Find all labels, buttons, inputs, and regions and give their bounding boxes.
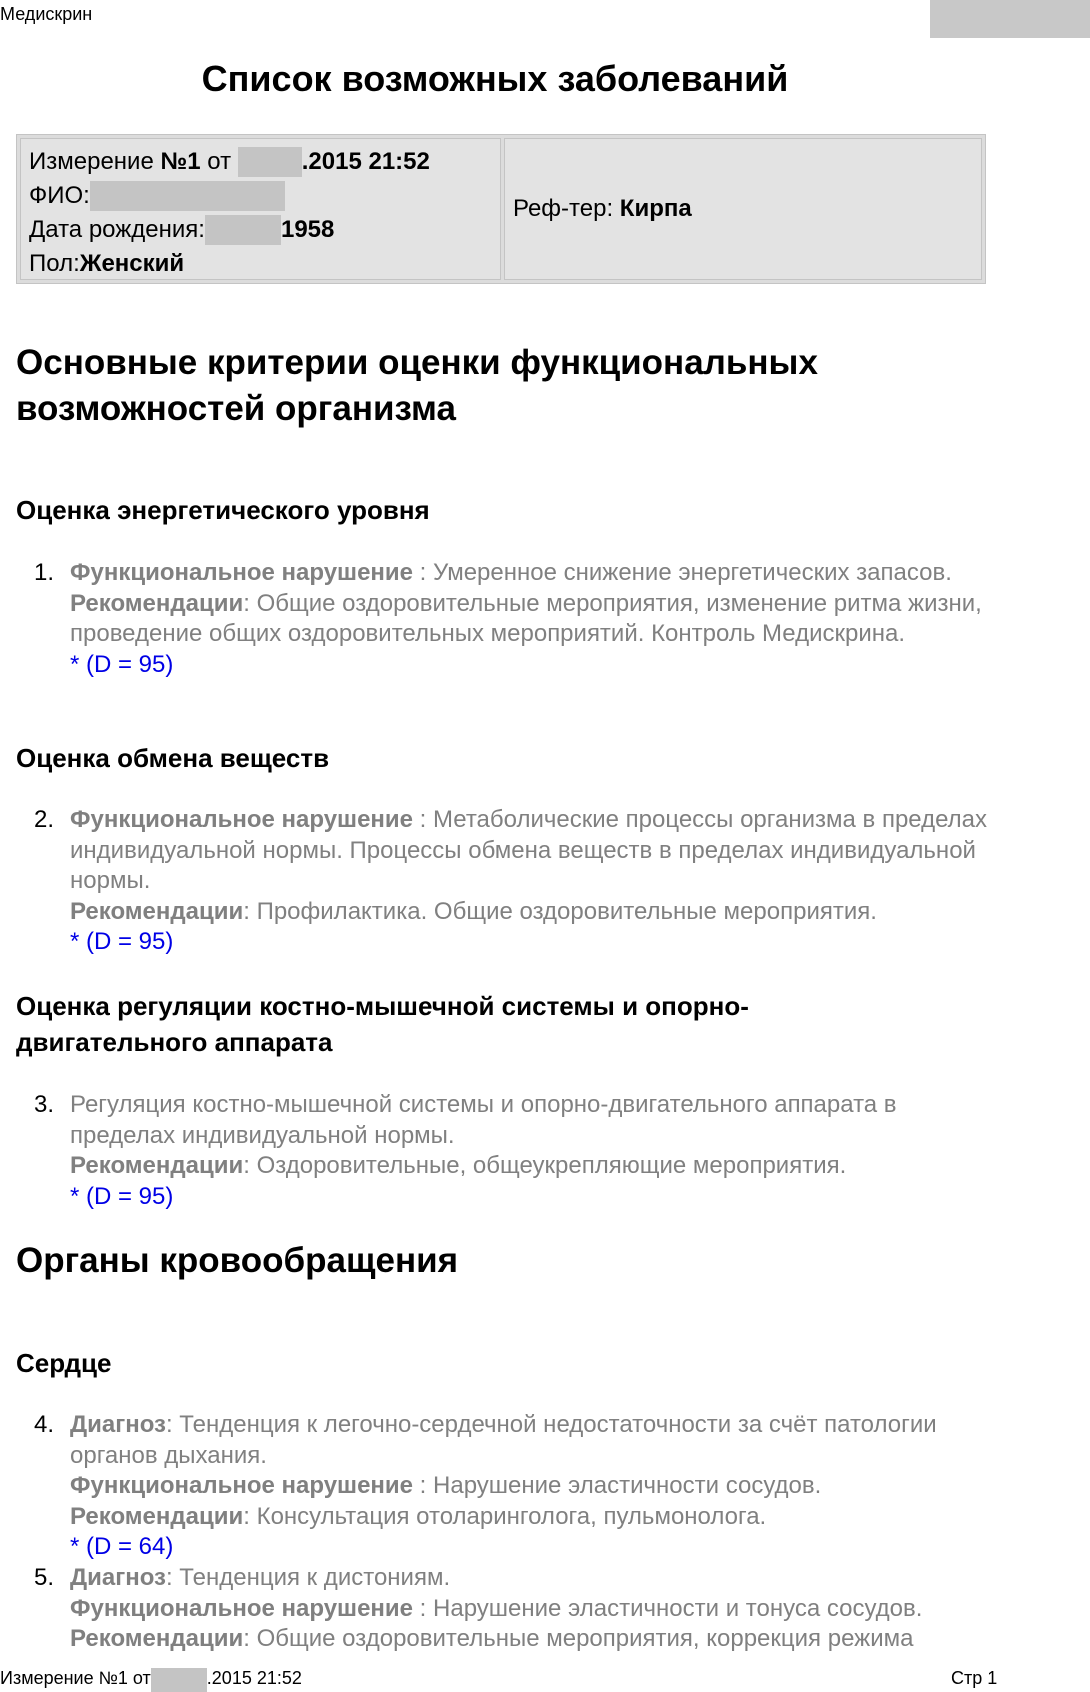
diag-label: Диагноз — [70, 1411, 166, 1438]
patient-info-right — [504, 138, 982, 280]
rec-label: Рекомендации — [70, 1152, 244, 1179]
rec-text: : Общие оздоровительные мероприятия, изменение ритма жизни, проведение общих оздоровительных мероприятий. Контроль Медискрина. — [70, 589, 982, 647]
item-number: 2. — [34, 806, 55, 833]
section-circulation: Органы кровообращения — [16, 1241, 459, 1280]
rec-label: Рекомендации — [70, 589, 244, 617]
rec-text: : Оздоровительные, общеукрепляющие мероприятия. — [243, 1152, 847, 1179]
section-heart: Сердце — [16, 1348, 112, 1378]
rec-label: Рекомендации — [70, 1625, 244, 1652]
page-number: Стр 1 — [951, 1668, 998, 1688]
referrer-label: Реф-тер: — [513, 195, 620, 222]
rec-text: : Консультация отоларинголога, пульмонолога. — [243, 1502, 767, 1530]
func-text: : Нарушение эластичности сосудов. — [413, 1472, 822, 1499]
item-text: Регуляция костно-мышечной системы и опорно-двигательного аппарата в пределах индивидуальной нормы. — [70, 1091, 897, 1149]
measurement-from: от — [200, 148, 238, 175]
footer-measurement-date: .2015 21:52 — [206, 1668, 302, 1688]
item-number: 1. — [34, 559, 55, 586]
func-text: : Умеренное снижение энергетических запасов. — [413, 559, 952, 586]
referrer-value: Кирпа — [619, 195, 692, 222]
diag-text: : Тенденция к дистониям. — [165, 1564, 451, 1591]
section-energy: Оценка энергетического уровня — [16, 495, 430, 525]
func-text: : Нарушение эластичности и тонуса сосудов. — [413, 1594, 923, 1622]
fio-label: ФИО: — [29, 182, 90, 209]
referrer-line — [513, 194, 692, 224]
birth-year: 1958 — [280, 216, 335, 243]
d-value: * (D = 95) — [70, 928, 174, 955]
footer-measurement — [0, 1668, 302, 1692]
birth-line — [29, 215, 334, 245]
gender-line — [29, 249, 184, 279]
patient-info-left — [20, 138, 501, 280]
item-number: 5. — [34, 1564, 55, 1591]
birth-label: Дата рождения: — [29, 216, 205, 243]
patient-info-table — [16, 134, 986, 284]
section-main-criteria: Основные критерии оценки функциональных возможностей организма — [16, 343, 818, 428]
diag-label: Диагноз — [70, 1564, 166, 1591]
redacted-birth-date — [205, 215, 281, 245]
diag-text: : Тенденция к легочно-сердечной недостаточности за счёт патологии органов дыхания. — [70, 1411, 937, 1469]
item-number: 4. — [34, 1411, 55, 1438]
redacted-fio — [90, 181, 285, 211]
app-name: Медискрин — [0, 4, 93, 24]
d-value: * (D = 95) — [70, 650, 174, 678]
item-number: 3. — [34, 1091, 55, 1118]
func-label: Функциональное нарушение — [70, 1472, 414, 1499]
rec-text: : Общие оздоровительные мероприятия, коррекция режима — [243, 1625, 914, 1652]
measurement-date: .2015 21:52 — [301, 148, 430, 175]
measurement-label: Измерение — [29, 148, 161, 175]
rec-label: Рекомендации — [70, 1502, 244, 1530]
func-text: : Метаболические процессы организма в пределах индивидуальной нормы. Процессы обмена веществ в пределах индивидуальной нормы. — [70, 806, 988, 894]
fio-line — [29, 181, 285, 211]
corner-box — [930, 0, 1090, 38]
measurement-number: №1 — [160, 148, 201, 175]
gender-label: Пол: — [29, 250, 80, 277]
section-metabolism: Оценка обмена веществ — [16, 743, 330, 773]
page-title: Список возможных заболеваний — [201, 58, 789, 99]
gender-value: Женский — [79, 250, 185, 277]
func-label: Функциональное нарушение — [70, 806, 414, 833]
d-value: * (D = 95) — [70, 1182, 174, 1210]
rec-text: : Профилактика. Общие оздоровительные мероприятия. — [243, 897, 877, 925]
footer-measurement-prefix: Измерение №1 от — [0, 1668, 151, 1688]
func-label: Функциональное нарушение — [70, 1594, 414, 1622]
redacted-date — [238, 147, 302, 177]
redacted-footer-date — [151, 1668, 207, 1692]
measurement-line — [29, 147, 430, 177]
d-value: * (D = 64) — [70, 1533, 174, 1560]
func-label: Функциональное нарушение — [70, 559, 414, 586]
rec-label: Рекомендации — [70, 897, 244, 925]
section-musculoskeletal: Оценка регуляции костно-мышечной системы и опорно-двигательного аппарата — [16, 991, 749, 1057]
